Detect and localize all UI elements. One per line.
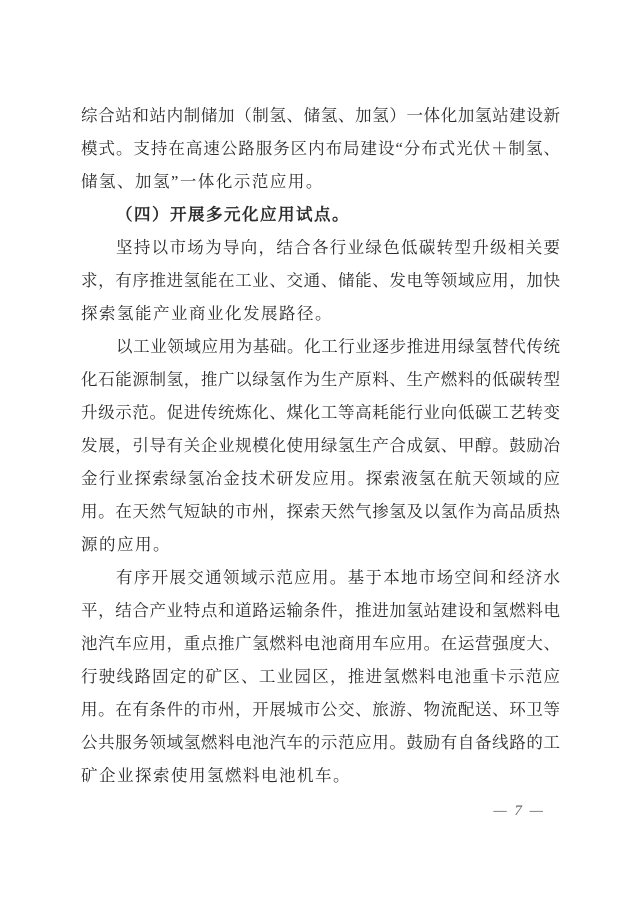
text-line: 储氢、加氢”一体化示范应用。 — [81, 172, 324, 191]
text-line: 行驶线路固定的矿区、工业园区，推进氢燃料电池重卡示范应 — [81, 667, 560, 686]
text-line: 坚持以市场为导向，结合各行业绿色低碳转型升级相关要 — [116, 238, 560, 257]
text-line: 公共服务领域氢燃料电池汽车的示范应用。鼓励有自备线路的工 — [81, 733, 560, 752]
text-line: 矿企业探索使用氢燃料电池机车。 — [81, 766, 351, 785]
text-line: 源的应用。 — [81, 535, 171, 554]
text-line: 有序开展交通领域示范应用。基于本地市场空间和经济水 — [116, 568, 560, 587]
text-line: 用。在天然气短缺的市州，探索天然气掺氢及以氢作为高品质热 — [81, 502, 560, 521]
text-line: 以工业领域应用为基础。化工行业逐步推进用绿氢替代传统 — [116, 337, 560, 356]
text-line: 模式。支持在高速公路服务区内布局建设“分布式光伏＋制氢、 — [81, 139, 560, 158]
text-line: 池汽车应用，重点推广氢燃料电池商用车应用。在运营强度大、 — [81, 634, 560, 653]
text-line: 平，结合产业特点和道路运输条件，推进加氢站建设和氢燃料电 — [81, 601, 560, 620]
section-heading: （四）开展多元化应用试点。 — [116, 205, 350, 224]
text-line: 金行业探索绿氢冶金技术研发应用。探索液氢在航天领域的应 — [81, 469, 560, 488]
text-line: 综合站和站内制储加（制氢、储氢、加氢）一体化加氢站建设新 — [81, 106, 560, 125]
text-line: 化石能源制氢，推广以绿氢作为生产原料、生产燃料的低碳转型 — [81, 370, 560, 389]
text-line: 求，有序推进氢能在工业、交通、储能、发电等领域应用，加快 — [81, 271, 560, 290]
text-line: 发展，引导有关企业规模化使用绿氢生产合成氨、甲醇。鼓励冶 — [81, 436, 560, 455]
document-body — [81, 99, 560, 792]
text-line: 升级示范。促进传统炼化、煤化工等高耗能行业向低碳工艺转变 — [81, 403, 560, 422]
text-line: 用。在有条件的市州，开展城市公交、旅游、物流配送、环卫等 — [81, 700, 560, 719]
text-line: 探索氢能产业商业化发展路径。 — [81, 304, 333, 323]
page-number: — 7 — — [493, 803, 545, 819]
